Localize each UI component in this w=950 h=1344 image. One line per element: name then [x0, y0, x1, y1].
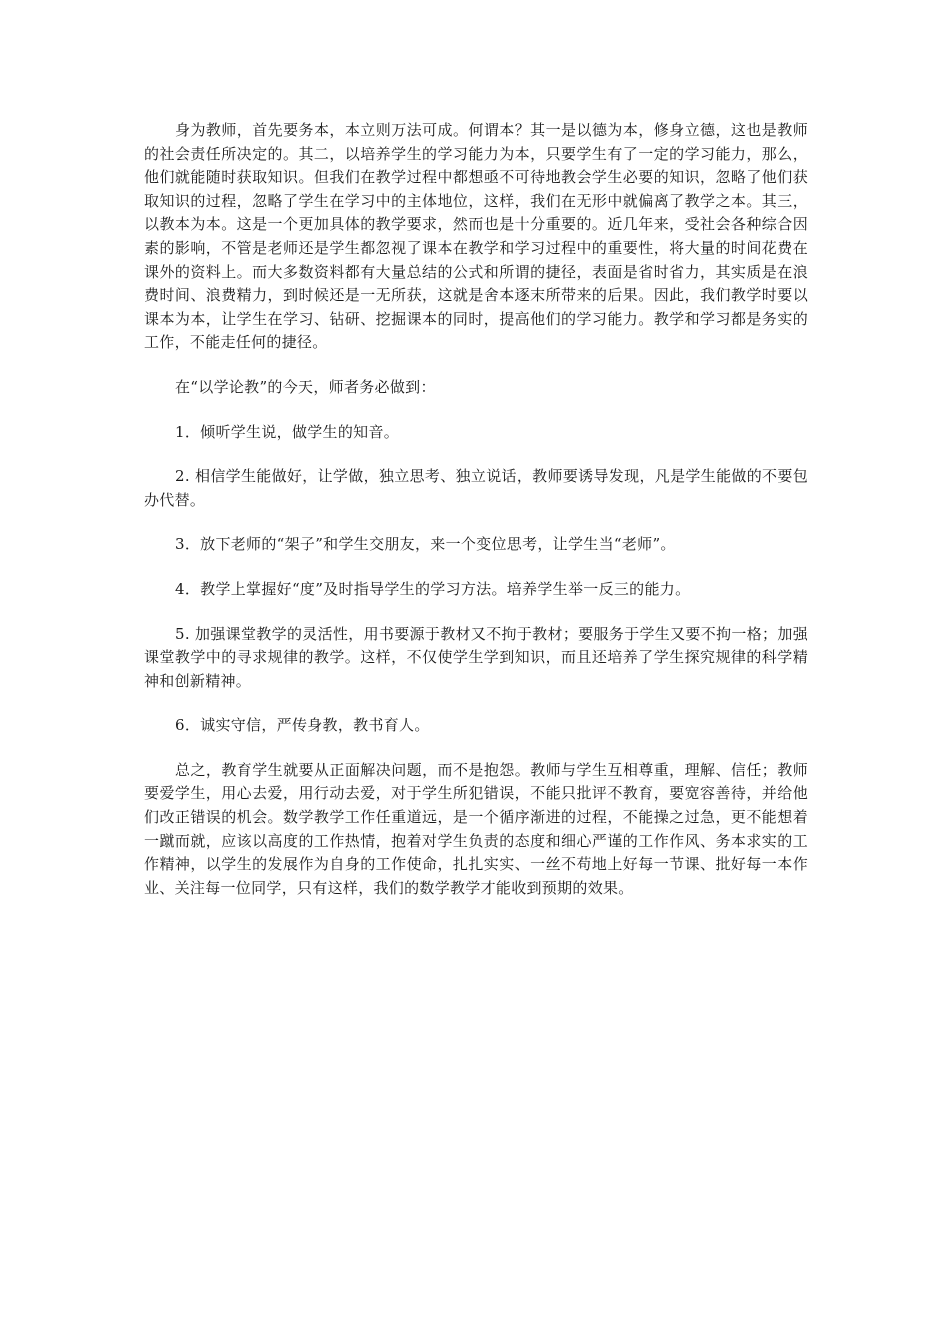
list-item-5: 5. 加强课堂教学的灵活性，用书要源于教材又不拘于教材；要服务于学生又要不拘一格；加强课堂教学中的寻求规律的教学。这样，不仅使学生学到知识，而且还培养了学生探究规律的科学精神和创新精神。	[144, 624, 808, 690]
list-item-4: 4．教学上掌握好“度”及时指导学生的学习方法。培养学生举一反三的能力。	[175, 579, 691, 598]
list-item-2: 2. 相信学生能做好，让学做，独立思考、独立说话，教师要诱导发现，凡是学生能做的不要包办代替。	[144, 467, 808, 509]
paragraph-intro: 身为教师，首先要务本，本立则万法可成。何谓本？其一是以德为本，修身立德，这也是教师的社会责任所决定的。其二，以培养学生的学习能力为本，只要学生有了一定的学习能力，那么，他们就能随时获取知识。但我们在教学过程中都想亟不可待地教会学生必要的知识，忽略了他们获取知识的过程，忽略了学生在学习中的主体地位，这样，我们在无形中就偏离了教学之本。其三，以教本为本。这是一个更加具体的教学要求，然而也是十分重要的。近几年来，受社会各种综合因素的影响，不管是老师还是学生都忽视了课本在教学和学习过程中的重要性，将大量的时间花费在课外的资料上。而大多数资料都有大量总结的公式和所谓的捷径，表面是省时省力，其实质是在浪费时间、浪费精力，到时候还是一无所获，这就是舍本逐末所带来的后果。因此，我们教学时要以课本为本，让学生在学习、钻研、挖掘课本的同时，提高他们的学习能力。教学和学习都是务实的工作，不能走任何的捷径。	[144, 121, 808, 352]
list-item-1: 1．倾听学生说，做学生的知音。	[175, 422, 400, 441]
list-item-3: 3．放下老师的“架子”和学生交朋友，来一个变位思考，让学生当“老师”。	[175, 535, 676, 554]
document-body	[144, 119, 808, 900]
paragraph-lead-in: 在“以学论教”的今天，师者务必做到：	[175, 377, 436, 396]
list-item-6: 6．诚实守信，严传身教，教书育人。	[175, 716, 430, 735]
paragraph-conclusion: 总之，教育学生就要从正面解决问题，而不是抱怨。教师与学生互相尊重，理解、信任；教师要爱学生，用心去爱，用行动去爱，对于学生所犯错误，不能只批评不教育，要宽容善待，并给他们改正错误的机会。数学教学工作任重道远，是一个循序渐进的过程，不能操之过急，更不能想着一蹴而就，应该以高度的工作热情，抱着对学生负责的态度和细心严谨的工作作风、务本求实的工作精神，以学生的发展作为自身的工作使命，扎扎实实、一丝不苟地上好每一节课、批好每一本作业、关注每一位同学，只有这样，我们的数学教学才能收到预期的效果。	[144, 760, 808, 897]
